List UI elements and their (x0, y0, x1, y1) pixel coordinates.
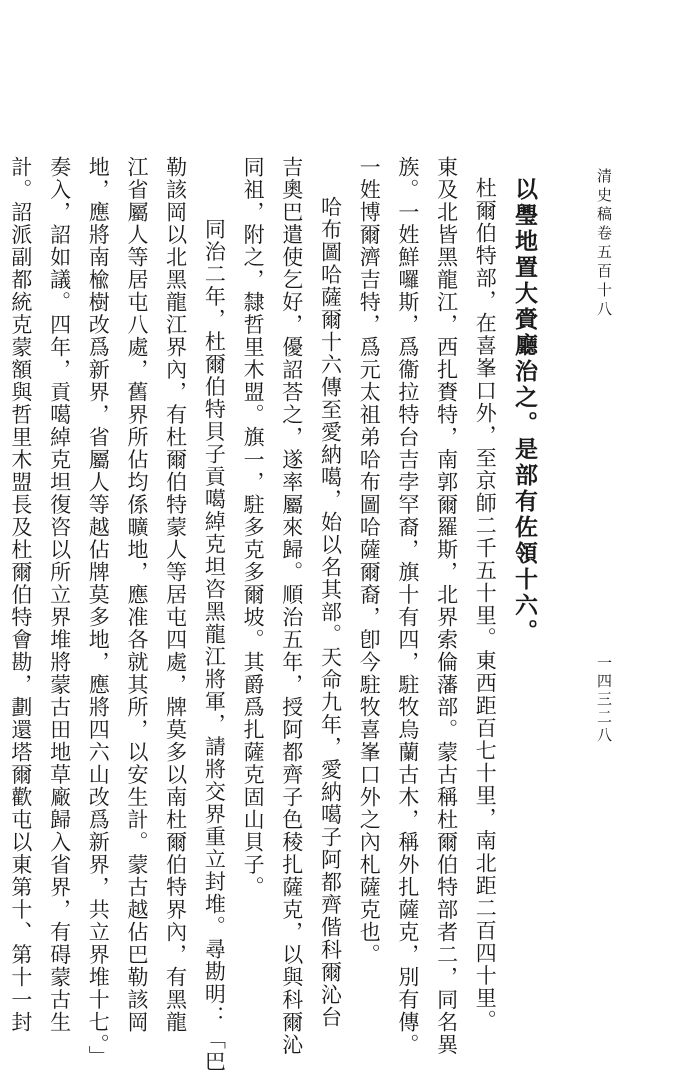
text-column: 東及北皆黑龍江，西扎賚特，南郭爾羅斯，北界索倫藩部。蒙古稱杜爾伯特部者二，同名異 (434, 156, 459, 1056)
running-title: 清史稿卷五百十八 (595, 168, 613, 320)
text-column: 以璺地置大賫廳治之。是部有佐領十六。 (511, 177, 538, 645)
text-column: 族。一姓鮮囉斯，爲衞拉特台吉孛罕裔，旗十有四，駐牧烏蘭古木，稱外扎薩克，別有傳。 (395, 156, 420, 1056)
text-column: 奏入，詔如議。四年，貢噶綽克坦復咨以所立界堆將蒙古田地草廠歸入省界，有碍蒙古生 (47, 156, 72, 1034)
text-column: 江省屬人等居屯八處，舊界所佔均係曠地，應准各就其所，以安生計。蒙古越佔巴勒該岡 (124, 156, 149, 1034)
page-number: 一四三二八 (595, 655, 613, 745)
text-column: 同祖，附之，隸哲里木盟。旗一，駐多克多爾坡。其爵爲扎薩克固山貝子。 (241, 156, 266, 899)
text-column: 計。詔派副都統克蒙額與哲里木盟長及杜爾伯特會勘，劃還塔爾歡屯以東第十、第十一封 (8, 156, 33, 1034)
text-column: 吉奧巴遣使乞好，優詔荅之，遂率屬來歸。順治五年，授阿都齊子色稜扎薩克，以與科爾沁 (279, 156, 304, 1056)
text-column: 杜爾伯特部，在喜峯口外，至京師二千五十里。東西距百七十里，南北距二百四十里。 (473, 177, 498, 1032)
text-column: 哈布圖哈薩爾十六傳至愛納噶，始以名其部。天命九年，愛納噶子阿都齊偕科爾沁台 (318, 196, 343, 1029)
text-column: 一姓博爾濟吉特，爲元太祖弟哈布圖哈薩爾裔，卽今駐牧喜峯口外之內札薩克也。 (357, 156, 382, 966)
text-column: 勒該岡以北黑龍江界內，有杜爾伯特蒙人等居屯四處，牌莫多以南杜爾伯特界內，有黑龍 (163, 156, 188, 1034)
text-column: 地，應將南楡樹改爲新界，省屬人等越佔牌莫多地，應將四六山改爲新界，共立界堆十七。」 (86, 156, 111, 1068)
body-text (8, 156, 543, 1073)
text-column: 同治二年，杜爾伯特貝子貢噶綽克坦咨黑龍江將軍，請將交界重立封堆。尋勘明：「巴 (202, 218, 227, 1073)
